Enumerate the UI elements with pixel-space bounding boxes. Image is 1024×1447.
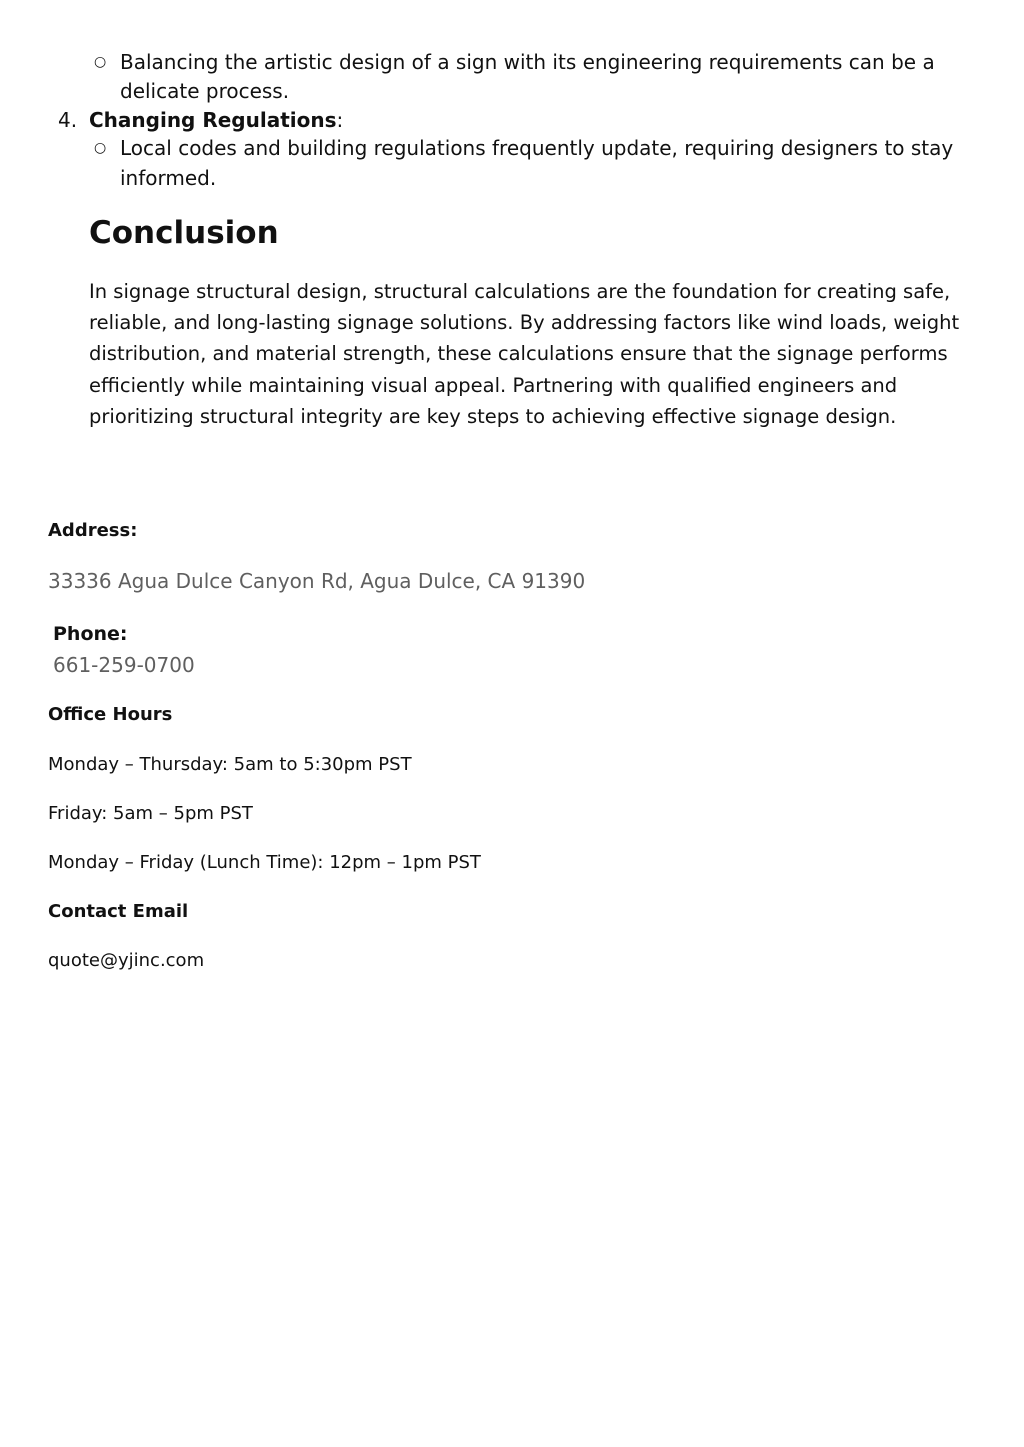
office-hours-line-1: Monday – Thursday: 5am to 5:30pm PST [48,754,412,775]
list-item-4-suffix: : [336,108,344,132]
conclusion-line-3: distribution, and material strength, these calculations ensure that the signage performs [89,342,948,365]
list-item-3-sub-line-2: delicate process. [120,79,290,103]
list-item-4-sub-line-1: Local codes and building regulations frequently update, requiring designers to stay [120,136,954,160]
address-label: Address: [48,520,138,541]
conclusion-heading: Conclusion [89,215,279,251]
phone-value[interactable]: 661-259-0700 [53,653,195,677]
conclusion-line-4: efficiently while maintaining visual appeal. Partnering with qualified engineers and [89,374,898,397]
office-hours-line-3: Monday – Friday (Lunch Time): 12pm – 1pm PST [48,852,481,873]
conclusion-line-2: reliable, and long-lasting signage solutions. By addressing factors like wind loads, weight [89,311,960,334]
list-item-4-title: Changing Regulations [89,108,337,132]
contact-email-label: Contact Email [48,901,189,922]
office-hours-label: Office Hours [48,704,173,725]
list-item-3-sub-line-1: Balancing the artistic design of a sign with its engineering requirements can be a [120,50,935,74]
list-item-4 [89,106,343,135]
phone-label: Phone: [53,623,128,645]
contact-email-value[interactable]: quote@yjinc.com [48,950,205,971]
conclusion-line-1: In signage structural design, structural calculations are the foundation for creating safe, [89,280,951,303]
list-item-4-number: 4. [58,108,78,132]
conclusion-line-5: prioritizing structural integrity are key steps to achieving effective signage design. [89,405,897,428]
sub-bullet-marker: ○ [94,54,107,70]
address-value: 33336 Agua Dulce Canyon Rd, Agua Dulce, CA 91390 [48,569,586,593]
office-hours-line-2: Friday: 5am – 5pm PST [48,803,253,824]
sub-bullet-marker: ○ [94,140,107,156]
list-item-4-sub-line-2: informed. [120,166,217,190]
